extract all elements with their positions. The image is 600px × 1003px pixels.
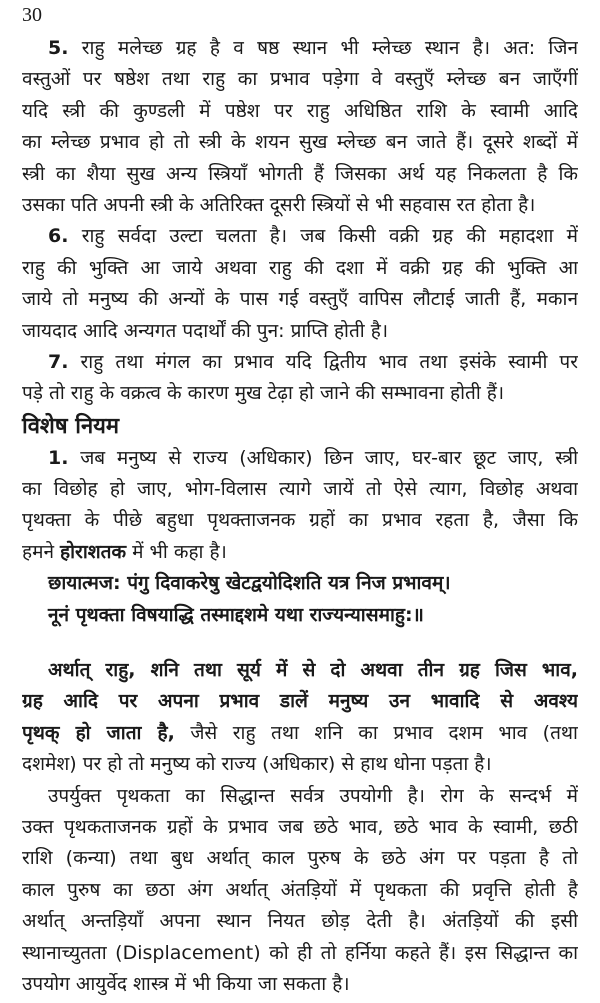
verse-line: छायात्मज: पंगु दिवाकरेषु खेटद्वयोदिशति यत्र निज प्रभावम्। [48, 572, 451, 595]
text-span: पड़े तो राहु के वक्रत्व के कारण मुख टेढ़ा हो जाने की सम्भावना होती हैं। [22, 382, 505, 405]
text-span: काल पुरुष का छठा अंग अर्थात् अंतड़ियों में पृथकता की प्रवृत्ति होती है [22, 878, 578, 901]
text-span: राहु तथा मंगल का प्रभाव यदि द्वितीय भाव तथा इसंके स्वामी पर [68, 350, 578, 373]
text-span: पृथक्ता के पीछे बहुधा पृथक्ताजनक ग्रहों का प्रभाव रहता है, जैसा कि [22, 509, 578, 532]
text-line [22, 127, 578, 158]
text-span: उपयोग आयुर्वेद शास्त्र में भी किया जा सकता है। [22, 972, 350, 995]
text-span: वस्तुओं पर षष्ठेश तथा राहु का प्रभाव पड़ेगा वे वस्तुएँ म्लेच्छ बन जाएँगीं [22, 68, 578, 91]
text-span: राहु की भुक्ति आ जाये अथवा राहु की दशा में वक्री ग्रह की भुक्ति आ [22, 256, 578, 279]
bold-text: अर्थात् राहु, शनि तथा सूर्य में से दो अथवा तीन ग्रह जिस भाव, [48, 659, 578, 682]
text-line [22, 378, 578, 409]
text-span: में भी कहा है। [126, 540, 227, 563]
text-line [22, 718, 578, 749]
text-line [22, 253, 578, 284]
text-span: उक्त पृथकताजनक ग्रहों के प्रभाव जब छठे भाव, छठे भाव के स्वामी, छठी [22, 815, 578, 838]
text-line [22, 938, 578, 969]
text-line [22, 474, 578, 505]
text-span: का विछोह हो जाए, भोग-विलास त्यागे जायें तो ऐसे त्याग, विछोह अथवा [22, 478, 578, 501]
text-line [22, 537, 578, 568]
text-span: यदि स्त्री की कुण्डली में पष्ठेश पर राहु अधिष्ठित राशि के स्वामी आदि [22, 99, 578, 122]
text-line [22, 33, 578, 64]
bold-text: पृथक् हो जाता है, [22, 721, 175, 744]
text-line [22, 505, 578, 536]
text-line [22, 812, 578, 843]
bold-text: 7. [48, 350, 69, 373]
sanskrit-verse [22, 568, 578, 631]
text-line [22, 686, 578, 717]
text-span: राहु मलेच्छ ग्रह है व षष्ठ स्थान भी म्लेच्छ स्थान है। अत: जिन [68, 37, 578, 59]
text-span: हमने [22, 540, 61, 563]
paragraph [22, 655, 578, 781]
text-span: का म्लेच्छ प्रभाव हो तो स्त्री के शयन सुख म्लेच्छ बन जाते हैं। दूसरे शब्दों में [22, 131, 578, 154]
page-body [22, 33, 578, 1000]
text-span: जैसे राहु तथा शनि का प्रभाव दशम भाव (तथा [174, 721, 578, 744]
text-line [22, 316, 578, 347]
paragraph [22, 781, 578, 1001]
text-line [22, 443, 578, 474]
text-line [22, 64, 578, 95]
text-span: उसका पति अपनी स्त्री के अतिरिक्त दूसरी स्त्रियों से भी सहवास रत होता है। [22, 193, 536, 216]
paragraph [22, 347, 578, 410]
text-line [22, 906, 578, 937]
text-span: राशि (कन्या) तथा बुध अर्थात् काल पुरुष के छठे अंग पर पड़ता है तो [22, 847, 578, 870]
text-line [22, 655, 578, 686]
paragraph [22, 443, 578, 569]
verse-line: नूनं पृथक्ता विषयाद्धि तस्माद्दशमे यथा राज्यन्यासमाहु:॥ [48, 603, 424, 626]
bold-text: ग्रह आदि पर अपना प्रभाव डालें मनुष्य उन भावादि से अवश्य [22, 690, 578, 713]
paragraph [22, 33, 578, 221]
text-span: उपर्युक्त पृथकता का सिद्धान्त सर्वत्र उपयोगी है। रोग के सन्दर्भ में [48, 784, 578, 807]
spacer [22, 631, 578, 655]
text-line [22, 347, 578, 378]
text-line [22, 969, 578, 1000]
text-span: स्त्री का शैया सुख अन्य स्त्रियाँ भोगती हैं जिसका अर्थ यह निकलता है कि [22, 162, 578, 185]
paragraph [22, 221, 578, 347]
text-line [22, 781, 578, 812]
text-span: जाये तो मनुष्य की अन्यों के पास गई वस्तुएँ वापिस लौटाई जाती हैं, मकान [22, 288, 578, 311]
text-span: स्थानाच्युतता (Displacement) को ही तो हर्निया कहते हैं। इस सिद्धान्त का [22, 941, 578, 964]
text-line [22, 190, 578, 221]
text-line [22, 843, 578, 874]
text-span: राहु सर्वदा उल्टा चलता है। जब किसी वक्री ग्रह की महादशा में [68, 225, 578, 248]
text-line [22, 96, 578, 127]
text-line [22, 221, 578, 252]
page-number: 30 [22, 4, 42, 26]
text-span: जायदाद आदि अन्यगत पदार्थों की पुन: प्राप्ति होती है। [22, 319, 389, 342]
text-span: दशमेश) पर हो तो मनुष्य को राज्य (अधिकार) से हाथ धोना पड़ता है। [22, 753, 492, 776]
text-span: जब मनुष्य से राज्य (अधिकार) छिन जाए, घर-बार छूट जाए, स्त्री [68, 446, 578, 469]
bold-text: 5. [48, 37, 69, 59]
text-line [22, 284, 578, 315]
text-line [22, 749, 578, 780]
text-line [22, 875, 578, 906]
bold-text: होराशतक [60, 540, 127, 563]
bold-text: 1. [48, 446, 69, 469]
text-line [22, 159, 578, 190]
bold-text: 6. [48, 225, 69, 248]
text-span: अर्थात् अन्तड़ियाँ अपना स्थान नियत छोड़ देती है। अंतड़ियों की इसी [22, 910, 578, 933]
section-heading: विशेष नियम [22, 413, 120, 439]
